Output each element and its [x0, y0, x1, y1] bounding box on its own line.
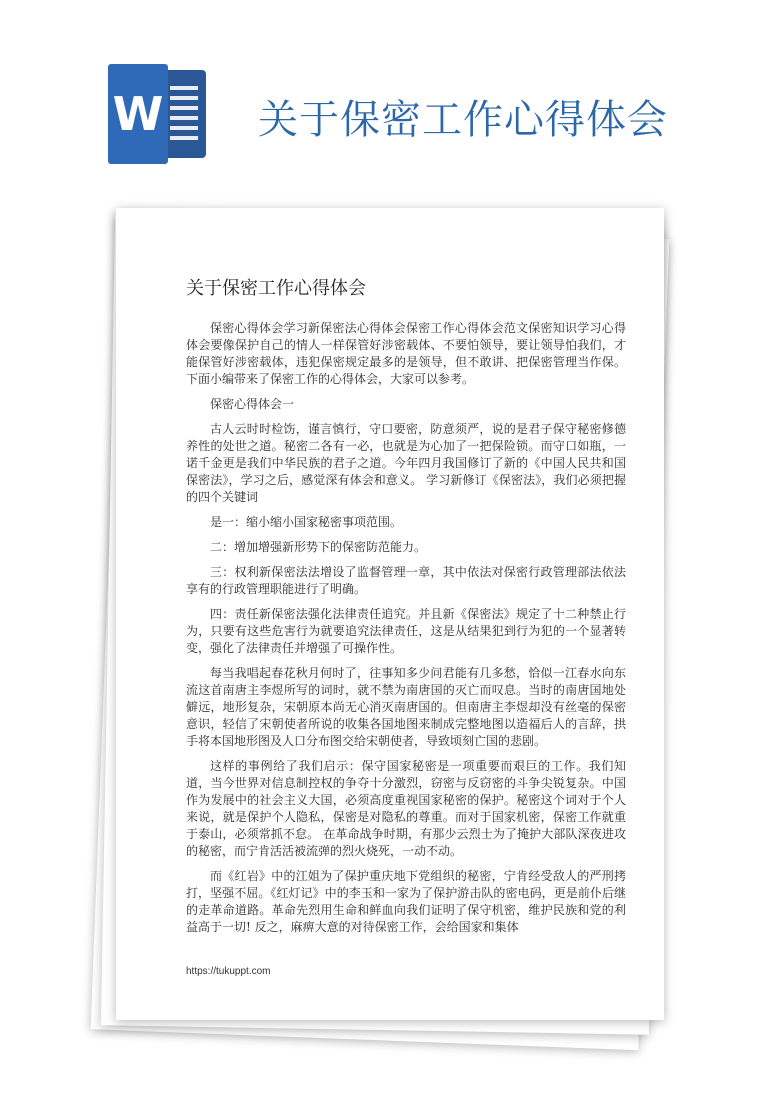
paragraph: 古人云时时检饬，谨言慎行，守口要密，防意须严，说的是君子保守秘密修德养性的处世之道。秘密二各有一必，也就是为心加了一把保险锁。而守口如瓶，一诺千金更是我们中华民族的君子之道。今年四月我国修订了新的《中国人民共和国保密法》，学习之后，感觉深有体会和意义。 学习新修订《保密法》，我们必须把握的四个关键词	[186, 422, 626, 504]
paragraph: 四：责任新保密法强化法律责任追究。并且新《保密法》规定了十二种禁止行为，只要有这些危害行为就要追究法律责任，这是从结果犯到行为犯的一个显著转变，强化了法律责任并增强了可操作性。	[186, 607, 626, 655]
document-page	[116, 208, 664, 1020]
paragraph: 这样的事例给了我们启示：保守国家秘密是一项重要而艰巨的工作。我们知道，当今世界对信息制控权的争夺十分激烈，窃密与反窃密的斗争尖锐复杂。中国作为发展中的社会主义大国，必须高度重视国家秘密的保护。秘密这个词对于个人来说，就是保护个人隐私，保密是对隐私的尊重。而对于国家机密，保密工作就重于泰山，必须常抓不怠。 在革命战争时期，有那少云烈士为了掩护大部队深夜进攻的秘密，而宁肯活活被流弹的烈火烧死，一动不动。	[186, 759, 626, 858]
paragraph: 是一：缩小缩小国家秘密事项范围。	[210, 515, 403, 529]
document-body	[186, 320, 626, 944]
document-title: 关于保密工作心得体会	[186, 278, 366, 299]
word-document-icon	[108, 64, 208, 164]
paragraph: 二：增加增强新形势下的保密防范能力。	[210, 540, 427, 554]
section-heading: 保密心得体会一	[210, 397, 295, 411]
footer-url: https://tukuppt.com	[186, 966, 271, 977]
paragraph: 三：权利新保密法法增设了监督管理一章，其中依法对保密行政管理部法依法享有的行政管理职能进行了明确。	[186, 565, 626, 596]
paragraph: 保密心得体会学习新保密法心得体会保密工作心得体会范文保密知识学习心得体会要像保护自己的情人一样保管好涉密载体、不要怕领导，要让领导怕我们，才能保管好涉密载体，违犯保密规定最多的是领导，但不敢讲、把保密管理当作保。下面小编带来了保密工作的心得体会，大家可以参考。	[186, 321, 626, 386]
word-icon-letter: W	[108, 64, 168, 164]
page-title: 关于保密工作心得体会	[258, 97, 668, 143]
page-header	[0, 0, 780, 200]
paragraph: 每当我唱起春花秋月何时了，往事知多少问君能有几多愁，恰似一江春水向东流这首南唐主李煜所写的词时，就不禁为南唐国的灭亡而叹息。当时的南唐国地处僻远，地形复杂，宋朝原本尚无心消灭南唐国的。但南唐主李煜却没有丝毫的保密意识，轻信了宋朝使者所说的收集各国地图来制成完整地图以造福后人的言辞，拱手将本国地形图及人口分布图交给宋朝使者，导致顷刻亡国的悲剧。	[186, 666, 626, 748]
paragraph: 而《红岩》中的江姐为了保护重庆地下党组织的秘密，宁肯经受敌人的严刑拷打，坚强不屈。《红灯记》中的李玉和一家为了保护游击队的密电码，更是前仆后继的走革命道路。革命先烈用生命和鲜血向我们证明了保守机密，维护民族和党的利益高于一切! 反之，麻痹大意的对待保密工作，会给国家和集体	[186, 869, 626, 934]
